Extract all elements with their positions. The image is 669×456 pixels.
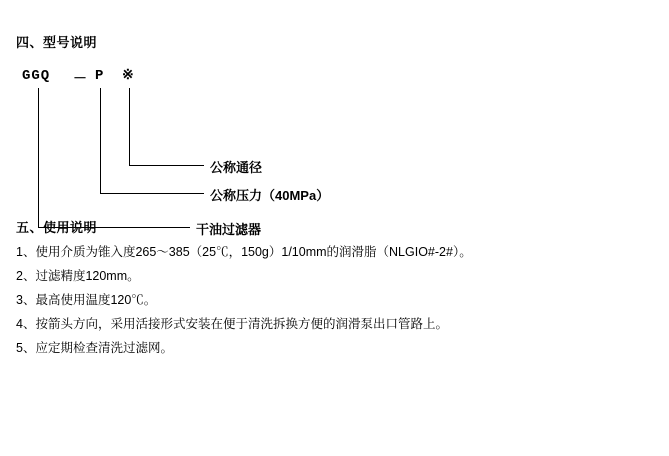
leader-vertical-series: [38, 88, 39, 227]
leader-horizontal-pressure: [100, 193, 204, 194]
usage-note-item: 4、按箭头方向，采用活接形式安装在便于清洗拆换方便的润滑泵出口管路上。: [16, 317, 448, 331]
usage-note-item: 5、应定期检查清洗过滤网。: [16, 341, 173, 355]
callout-label-nominal-pressure: 公称压力（40MPa）: [210, 188, 330, 203]
section-title-model: 四、型号说明: [16, 35, 98, 50]
callout-label-product-name: 干油过滤器: [196, 222, 262, 237]
leader-vertical-pressure: [100, 88, 101, 193]
model-code-series: GGQ: [22, 68, 51, 84]
usage-note-item: 1、使用介质为锥入度265～385（25℃，150g）1/10mm的润滑脂（NLGIO#-2#）。: [16, 245, 472, 259]
leader-horizontal-diameter: [129, 165, 204, 166]
model-code-diameter: ※: [122, 66, 134, 82]
usage-notes-list: [16, 240, 636, 360]
model-code-pressure: P: [95, 68, 104, 84]
usage-note-item: 2、过滤精度120mm。: [16, 269, 140, 283]
model-code-separator: －: [73, 72, 87, 88]
leader-vertical-diameter: [129, 88, 130, 165]
callout-label-nominal-diameter: 公称通径: [210, 160, 263, 175]
section-title-usage: 五、使用说明: [16, 220, 98, 235]
usage-note-item: 3、最高使用温度120℃。: [16, 293, 157, 307]
